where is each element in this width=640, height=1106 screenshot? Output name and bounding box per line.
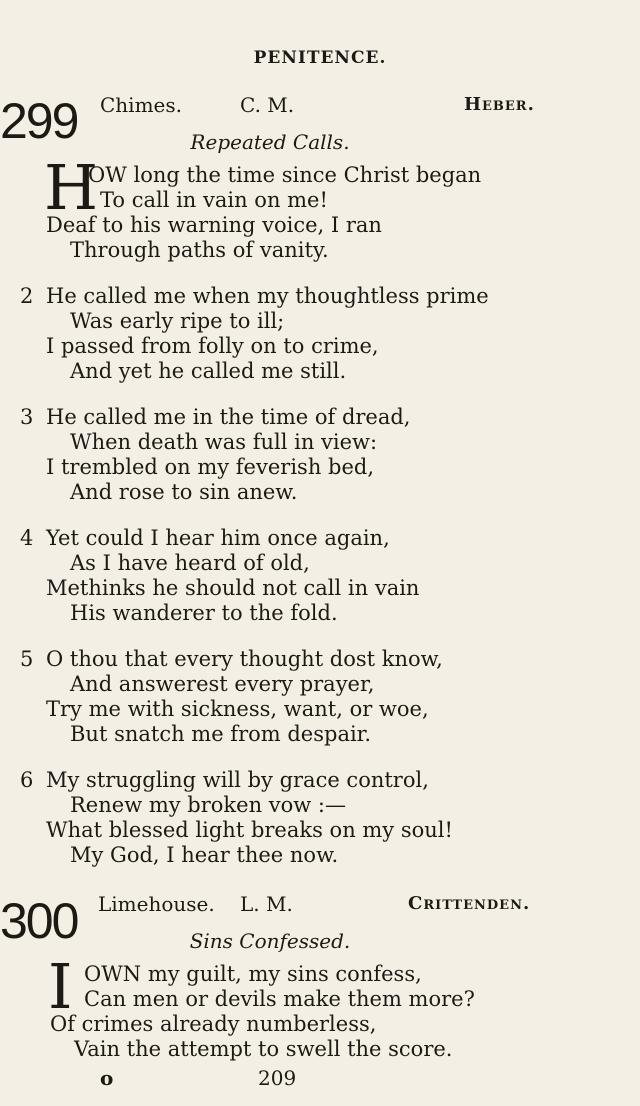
verse-line: Methinks he should not call in vain <box>46 576 420 600</box>
page-number: 209 <box>258 1066 297 1090</box>
verse-line: Try me with sickness, want, or woe, <box>46 697 429 721</box>
verse-line: Through paths of vanity. <box>70 238 329 262</box>
verse-line: My God, I hear thee now. <box>70 843 339 867</box>
signature-mark: o <box>100 1066 114 1090</box>
author: Heber. <box>464 94 535 115</box>
verse-line: Was early ripe to ill; <box>70 309 285 333</box>
verse-line: And yet he called me still. <box>70 359 347 383</box>
hymn-subtitle: Sins Confessed. <box>189 929 351 953</box>
tune-name: Limehouse. <box>98 892 215 916</box>
meter: L. M. <box>240 892 293 916</box>
drop-cap: I <box>48 950 73 1023</box>
hymn-299-header <box>0 93 640 119</box>
verse-line: He called me in the time of dread, <box>46 405 411 429</box>
stanza-number: 3 <box>20 405 34 429</box>
verse-line: And answerest every prayer, <box>70 672 375 696</box>
verse-line: Yet could I hear him once again, <box>46 526 390 550</box>
verse-line: As I have heard of old, <box>70 551 310 575</box>
verse-line: My struggling will by grace control, <box>46 768 429 792</box>
stanza-number: 4 <box>20 526 34 550</box>
hymn-number-300: 300 <box>0 893 78 949</box>
verse-line: OWN my guilt, my sins confess, <box>84 962 422 986</box>
verse-line: Can men or devils make them more? <box>84 987 475 1011</box>
tune-name: Chimes. <box>100 93 183 117</box>
verse-line: O thou that every thought dost know, <box>46 647 443 671</box>
verse-line: Vain the attempt to swell the score. <box>74 1037 453 1061</box>
hymn-subtitle: Repeated Calls. <box>190 130 350 154</box>
verse-line: I trembled on my feverish bed, <box>46 455 375 479</box>
verse-line: I passed from folly on to crime, <box>46 334 379 358</box>
verse-line: Of crimes already numberless, <box>50 1012 377 1036</box>
verse-line: OW long the time since Christ began <box>88 163 482 187</box>
verse-line: Deaf to his warning voice, I ran <box>46 213 382 237</box>
verse-line: What blessed light breaks on my soul! <box>46 818 453 842</box>
hymn-300-header <box>0 892 640 918</box>
verse-line: He called me when my thoughtless prime <box>46 284 489 308</box>
stanza-number: 5 <box>20 647 34 671</box>
meter: C. M. <box>240 93 295 117</box>
hymn-number-299: 299 <box>0 93 78 149</box>
running-head: PENITENCE. <box>253 48 387 68</box>
stanza-number: 2 <box>20 284 34 308</box>
drop-cap: H <box>44 151 99 224</box>
verse-line: But snatch me from despair. <box>70 722 372 746</box>
verse-line: When death was full in view: <box>70 430 378 454</box>
verse-line: His wanderer to the fold. <box>70 601 338 625</box>
author: Crittenden. <box>408 893 531 914</box>
verse-line: To call in vain on me! <box>100 188 328 212</box>
verse-line: And rose to sin anew. <box>70 480 298 504</box>
stanza-number: 6 <box>20 768 34 792</box>
verse-line: Renew my broken vow :— <box>70 793 347 817</box>
